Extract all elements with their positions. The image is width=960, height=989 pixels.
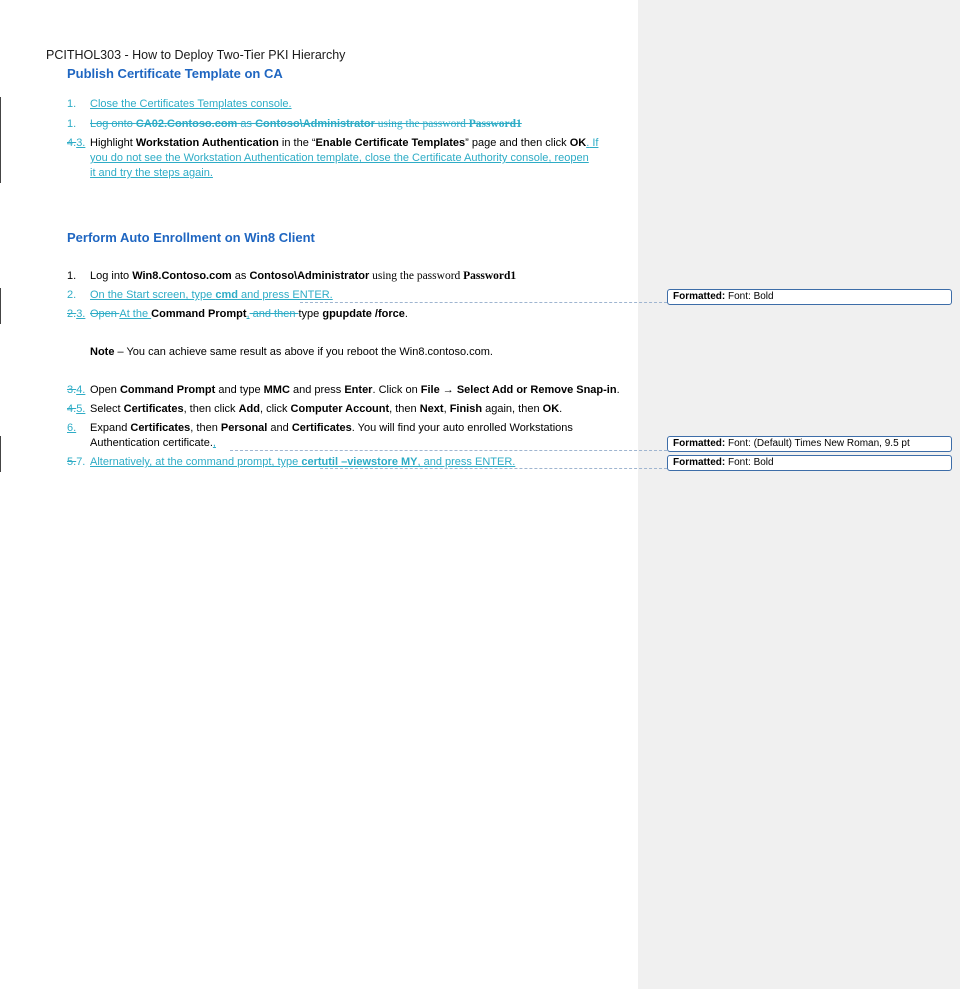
- markup-pane: [638, 0, 960, 989]
- list-item: 6. Expand Certificates, then Personal and Certificates. You will find your auto enrolled Workstations: [67, 422, 573, 434]
- list-item: 5.7. Alternatively, at the command prompt, type certutil –viewstore MY, and press ENTER.: [67, 456, 516, 468]
- change-bar: [0, 97, 1, 183]
- comment-balloon[interactable]: Formatted: Font: Bold: [667, 455, 952, 471]
- list-item-continuation: you do not see the Workstation Authentication template, close the Certificate Authority console, reopen: [90, 152, 589, 164]
- list-item: 4.5. Select Certificates, then click Add, click Computer Account, then Next, Finish again, then OK.: [67, 403, 563, 415]
- document-header: PCITHOL303 - How to Deploy Two-Tier PKI Hierarchy: [46, 48, 346, 62]
- comment-leader-line: [320, 468, 667, 469]
- list-item-continuation: Authentication certificate.,: [90, 437, 216, 449]
- list-item-continuation: it and try the steps again.: [90, 167, 213, 179]
- change-bar: [0, 288, 1, 324]
- list-item: 1. Close the Certificates Templates console.: [67, 98, 292, 110]
- list-item: 2.3. Open At the Command Prompt, and then type gpupdate /force.: [67, 308, 408, 320]
- list-item: 2. On the Start screen, type cmd and press ENTER.: [67, 289, 333, 301]
- comment-leader-line: [300, 302, 667, 303]
- list-item-deleted: 1. Log onto CA02.Contoso.com as Contoso\Administrator using the password Password1: [67, 118, 522, 130]
- list-item: 1. Log into Win8.Contoso.com as Contoso\Administrator using the password Password1: [67, 270, 517, 282]
- comment-leader-line: [230, 450, 667, 451]
- heading-publish-template: Publish Certificate Template on CA: [67, 66, 283, 81]
- list-item: 3.4. Open Command Prompt and type MMC and press Enter. Click on File → Select Add or Remove Snap-in.: [67, 384, 620, 396]
- change-bar: [0, 436, 1, 472]
- comment-balloon[interactable]: Formatted: Font: Bold: [667, 289, 952, 305]
- note-paragraph: Note – You can achieve same result as above if you reboot the Win8.contoso.com.: [90, 346, 493, 358]
- comment-balloon[interactable]: Formatted: Font: (Default) Times New Roman, 9.5 pt: [667, 436, 952, 452]
- list-item: 4.3. Highlight Workstation Authentication in the “Enable Certificate Templates” page and then click OK. If: [67, 137, 599, 149]
- heading-auto-enrollment: Perform Auto Enrollment on Win8 Client: [67, 230, 315, 245]
